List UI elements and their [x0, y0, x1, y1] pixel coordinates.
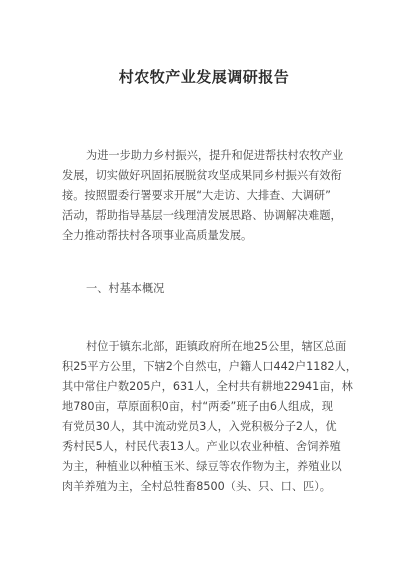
body-line: 为主，种植业以种植玉米、绿豆等农作物为主，养殖业以	[62, 460, 342, 473]
section-heading: 一、村基本概况	[86, 282, 165, 295]
document-title: 村农牧产业发展调研报告	[118, 68, 290, 86]
body-line: 地780亩，草原面积0亩，村“两委”班子由6人组成，现	[62, 400, 333, 413]
body-line: 肉羊养殖为主，全村总牲畜8500（头、只、口、匹）。	[62, 480, 331, 493]
body-line: 其中常住户数205户，631人，全村共有耕地22941亩，林	[62, 380, 353, 393]
body-line: 秀村民5人，村民代表13人。产业以农业种植、舍饲养殖	[62, 440, 341, 453]
intro-line: 发展，切实做好巩固拓展脱贫攻坚成果同乡村振兴有效衔	[62, 169, 342, 182]
intro-line: 全力推动帮扶村各项事业高质量发展。	[62, 229, 253, 242]
body-line: 村位于镇东北部，距镇政府所在地25公里，辖区总面	[86, 340, 347, 353]
intro-line: 为进一步助力乡村振兴，提升和促进帮扶村农牧产业	[86, 149, 344, 162]
intro-line: 接。按照盟委行署要求开展“大走访、大排查、大调研”	[62, 189, 331, 202]
body-line: 有党员30人，其中流动党员3人，入党积极分子2人，优	[62, 420, 337, 433]
intro-line: 活动，帮助指导基层一线理清发展思路、协调解决难题，	[62, 209, 342, 222]
body-line: 积25平方公里，下辖2个自然屯，户籍人口442户1182人，	[62, 360, 357, 373]
